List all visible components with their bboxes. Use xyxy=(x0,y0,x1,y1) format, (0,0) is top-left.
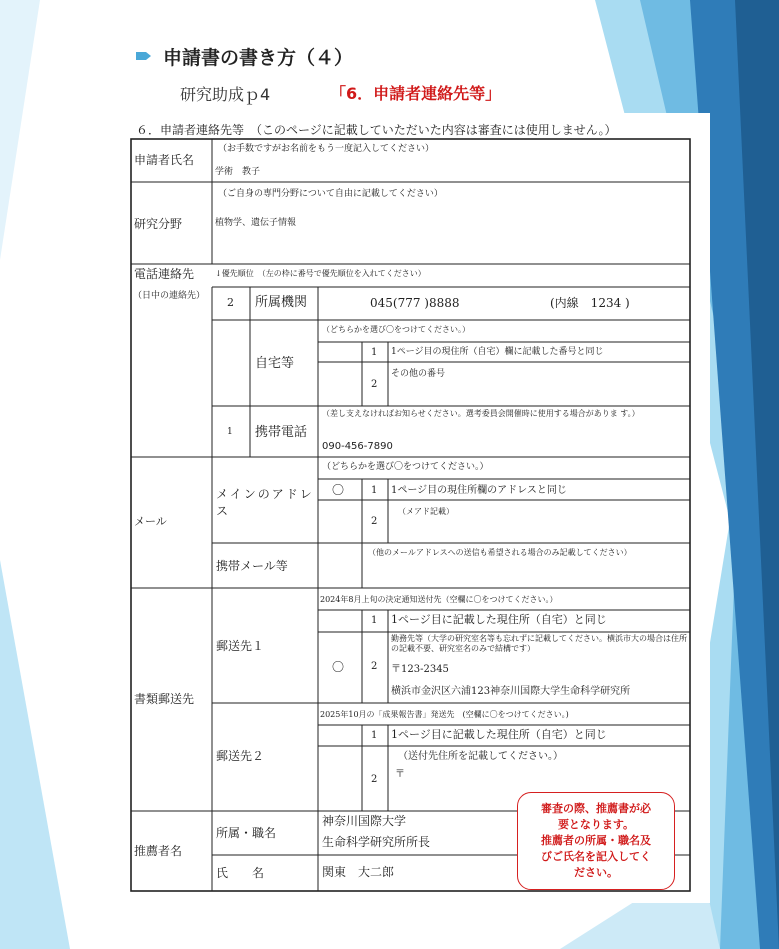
home-option-1-number[interactable]: 1 xyxy=(371,347,378,358)
home-phone-label: 自宅等 xyxy=(255,356,295,371)
dest2-option-2-note: （送付先住所を記載してください。） xyxy=(398,751,563,762)
dest1-option-1-text: 1ページ目に記載した現住所（自宅）と同じ xyxy=(391,613,607,626)
dest1-option-1-number[interactable]: 1 xyxy=(371,615,378,626)
dest2-instruction: 2025年10月の「成果報告書」発送先 (空欄に〇をつけてください。) xyxy=(320,710,569,719)
form-heading: ６．申請者連絡先等 （このページに記載していただいた内容は審査には使用しません。） xyxy=(136,123,617,137)
applicant-name-label: 申請者氏名 xyxy=(134,153,195,167)
recommender-label: 推薦者名 xyxy=(134,844,183,858)
dest1-instruction: 2024年8月上旬の決定通知送付先（空欄に〇をつけてください。） xyxy=(320,595,558,604)
dest1-option-2-note: 勤務先等（大学の研究室名等も忘れずに記載してください。横浜市大の場合は住所の記載不要、研究室名のみで結構です） xyxy=(391,634,687,653)
mobile-mail-label: 携帯メール等 xyxy=(216,559,288,573)
recommender-affiliation-label: 所属・職名 xyxy=(216,826,277,840)
mobile-phone-label: 携帯電話 xyxy=(255,425,308,440)
dest2-postal-mark[interactable]: 〒 xyxy=(395,769,405,780)
section-label: 「6．申請者連絡先等」 xyxy=(330,84,502,103)
mail-label: メール xyxy=(134,515,167,528)
dest1-address[interactable]: 横浜市金沢区六浦123神奈川国際大学生命科学研究所 xyxy=(391,686,631,697)
postal-label: 書類郵送先 xyxy=(134,692,195,706)
mail-option-1-number[interactable]: 1 xyxy=(371,485,378,496)
home-option-2-number[interactable]: 2 xyxy=(371,379,378,390)
research-field-label: 研究分野 xyxy=(134,217,183,231)
phone-priority-note: ↓優先順位 （左の枠に番号で優先順位を入れてください） xyxy=(215,269,426,278)
home-option-1-text: 1ページ目の現住所（自宅）欄に記載した番号と同じ xyxy=(391,347,604,357)
recommender-affiliation-line2[interactable]: 生命科学研究所所長 xyxy=(322,835,431,849)
slide-subtitle: 研究助成ｐ4 xyxy=(180,85,271,104)
recommender-name-label: 氏 名 xyxy=(216,866,265,880)
office-priority-value[interactable]: 2 xyxy=(227,296,234,309)
arrow-bullet-icon xyxy=(136,50,152,62)
mail-option-2-text[interactable]: （メアド記載） xyxy=(398,507,454,516)
mobile-phone-number[interactable]: 090-456-7890 xyxy=(322,441,393,452)
home-phone-instruction: （どちらかを選び〇をつけてください。） xyxy=(322,325,470,334)
applicant-name-value[interactable]: 学術 教子 xyxy=(215,167,261,177)
dest1-option-2-number[interactable]: 2 xyxy=(371,661,378,672)
callout-text: 審査の際、推薦書が必 要となります。 推薦者の所属・職名及 びご氏名を記入してく ださい。 xyxy=(541,802,651,879)
mobile-priority-value[interactable]: 1 xyxy=(227,427,233,437)
office-phone-extension[interactable]: (内線 1234 ) xyxy=(550,296,630,310)
dest1-choice-mark[interactable]: 〇 xyxy=(332,660,345,674)
dest2-option-1-text: 1ページ目に記載した現住所（自宅）と同じ xyxy=(391,728,607,741)
research-field-instruction: （ご自身の専門分野について自由に記載してください） xyxy=(218,189,443,199)
home-option-2-text: その他の番号 xyxy=(391,369,446,379)
research-field-value[interactable]: 植物学、遺伝子情報 xyxy=(215,218,297,228)
main-mail-label: メインのアドレス xyxy=(216,487,314,518)
slide-title: 申請書の書き方（４） xyxy=(163,47,354,69)
office-phone-number[interactable]: 045(777 )8888 xyxy=(370,296,460,310)
dest1-label: 郵送先１ xyxy=(216,639,265,653)
mobile-mail-instruction: （他のメールアドレスへの送信も希望される場合のみ記載してください） xyxy=(368,548,632,557)
recommender-callout xyxy=(517,792,675,890)
applicant-name-instruction: （お手数ですがお名前をもう一度記入してください） xyxy=(218,144,435,154)
mail-instruction: （どちらかを選び〇をつけてください。） xyxy=(322,462,489,472)
office-phone-label: 所属機関 xyxy=(255,295,308,310)
dest2-option-1-number[interactable]: 1 xyxy=(371,730,378,741)
phone-label-note: （日中の連絡先） xyxy=(133,291,206,301)
dest2-option-2-number[interactable]: 2 xyxy=(371,774,378,785)
recommender-affiliation-line1[interactable]: 神奈川国際大学 xyxy=(322,814,407,828)
dest2-label: 郵送先２ xyxy=(216,749,265,763)
recommender-name-value[interactable]: 関東 大二郎 xyxy=(322,865,395,879)
mail-option-2-number[interactable]: 2 xyxy=(371,516,378,527)
dest1-postal-code[interactable]: 〒123-2345 xyxy=(391,664,449,675)
mobile-phone-instruction: （差し支えなければお知らせください。選考委員会開催時に使用する場合がありま す。） xyxy=(322,409,640,418)
main-mail-choice-mark[interactable]: 〇 xyxy=(332,483,345,497)
mail-option-1-text: 1ページ目の現住所欄のアドレスと同じ xyxy=(391,485,567,496)
phone-label: 電話連絡先 xyxy=(134,267,195,281)
